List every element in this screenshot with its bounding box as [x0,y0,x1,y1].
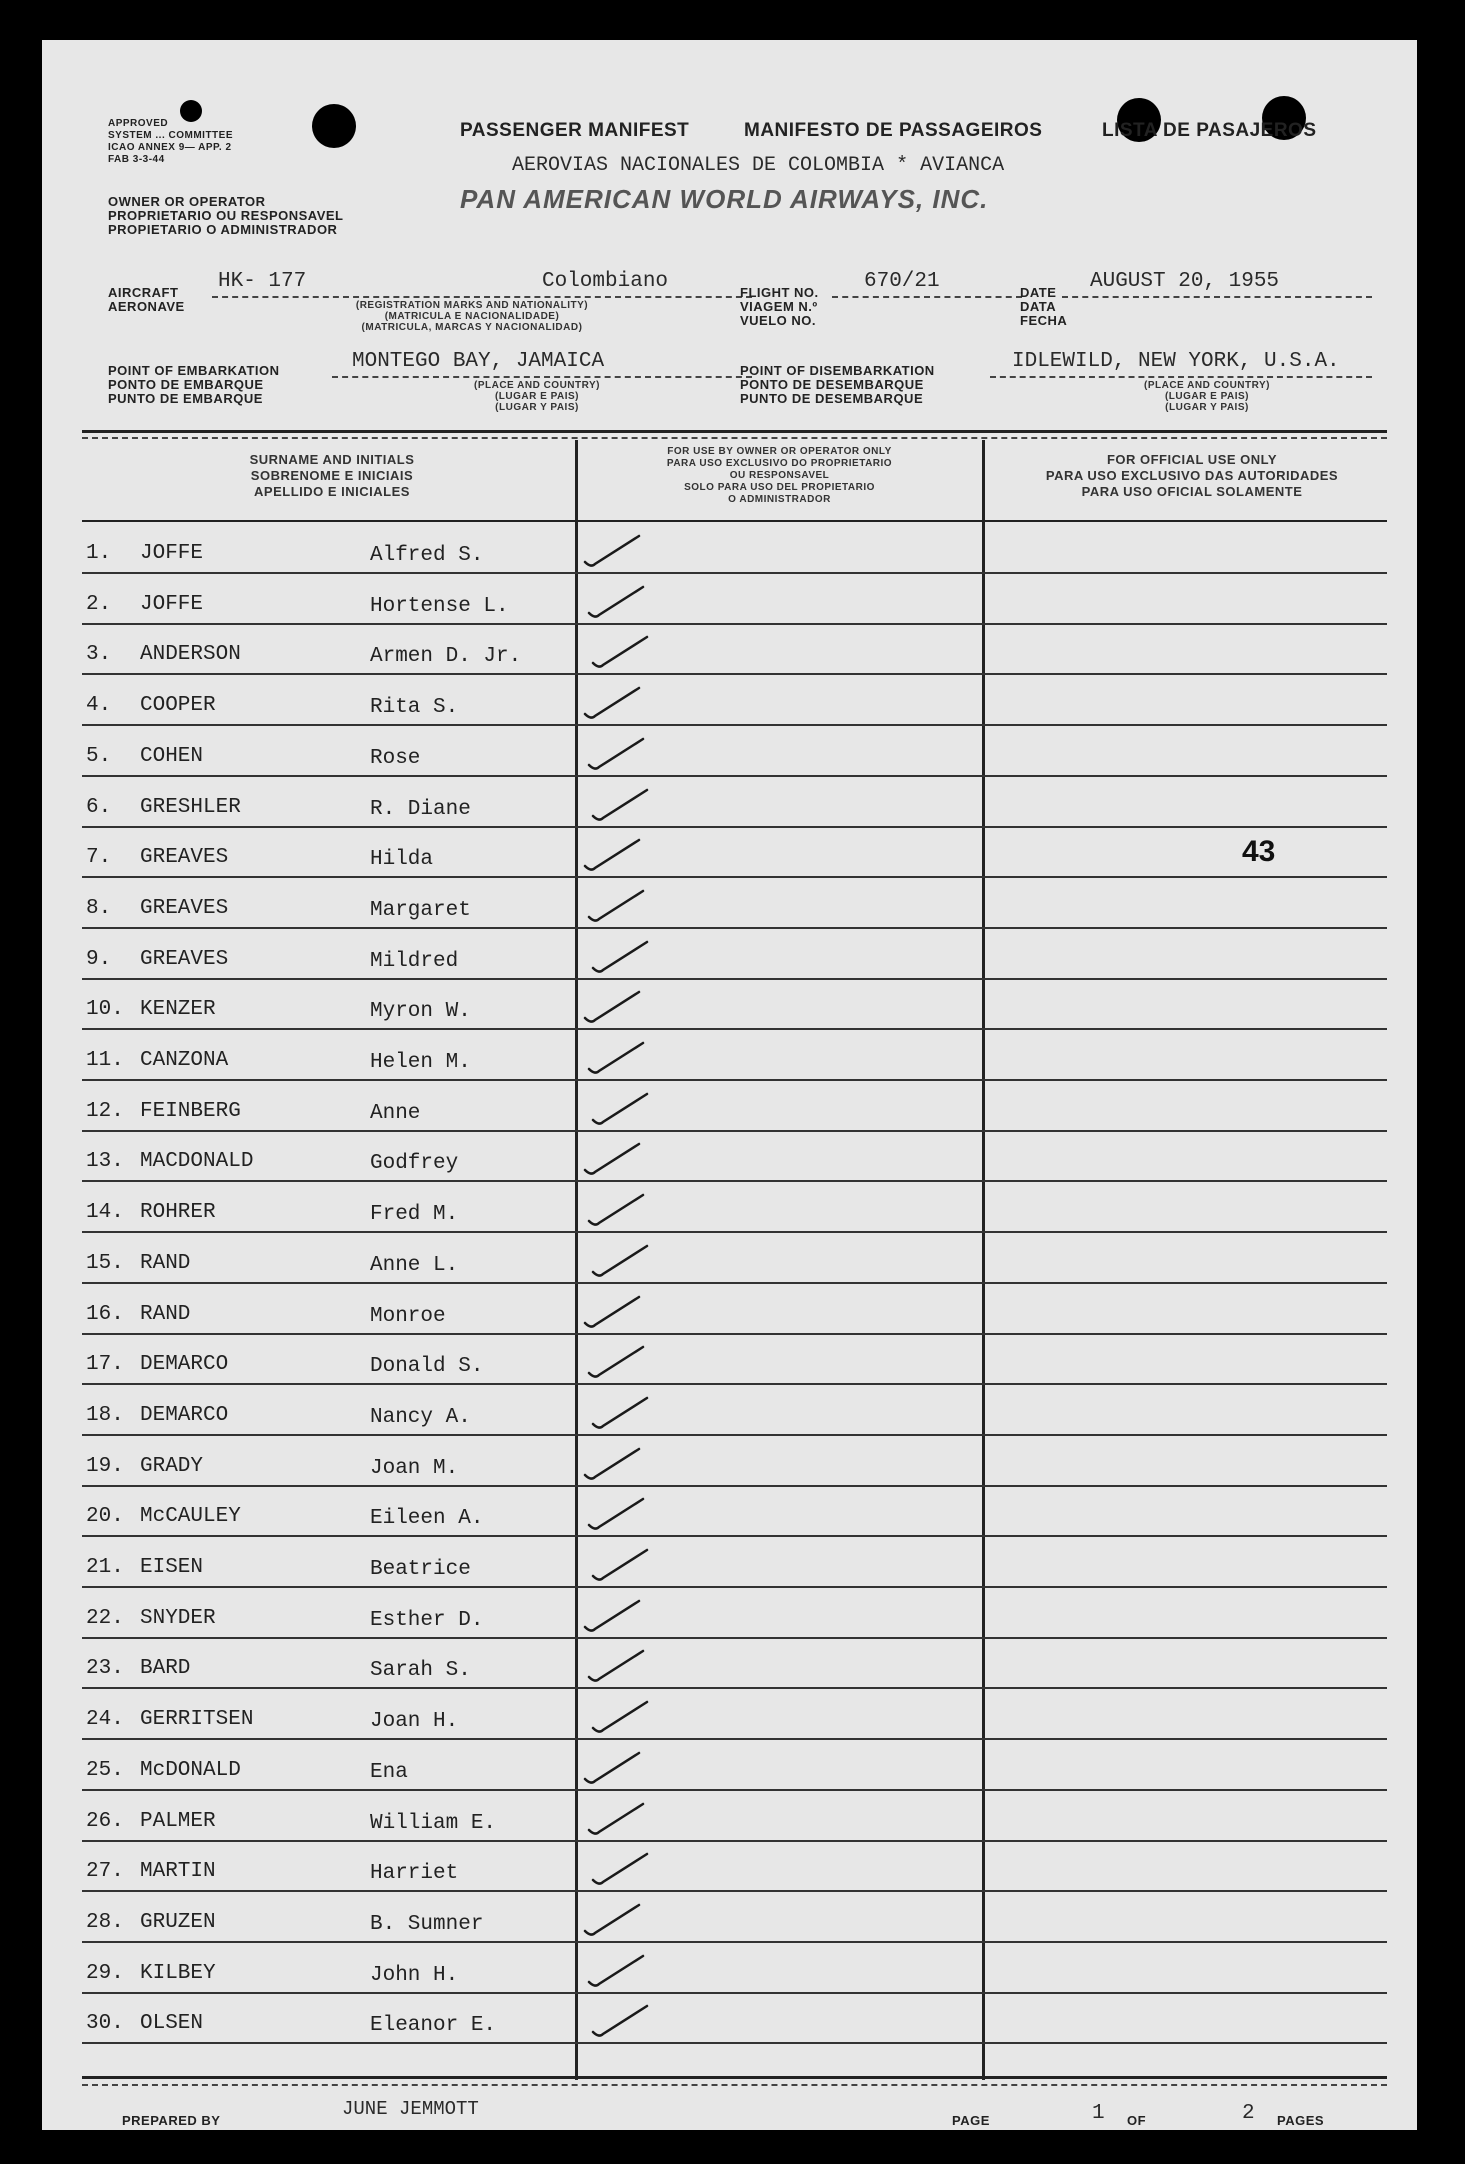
passenger-surname: FEINBERG [140,1099,241,1123]
passenger-surname: KENZER [140,998,216,1022]
passenger-number: 22. [86,1606,124,1630]
checkmark-icon [585,1538,665,1588]
passenger-surname: EISEN [140,1556,204,1579]
passenger-surname: MARTIN [140,1860,216,1884]
manifest-page [42,40,1417,2130]
passenger-number: 18. [86,1403,124,1427]
disembarkation-underline [990,376,1372,378]
aircraft-label [108,286,185,314]
column-header-line: SOLO PARA USO DEL PROPIETARIO [684,482,875,493]
checkmark-icon [581,1792,661,1842]
row-rule [82,1789,1387,1791]
aircraft-note-line: (MATRICULA E NACIONALIDADE) [384,311,560,322]
checkmark-icon [577,1132,657,1182]
owner-label [108,195,344,237]
passenger-number: 9. [86,947,112,971]
column-header-line: PARA USO EXCLUSIVO DAS AUTORIDADES [1045,468,1339,483]
checkmark-stroke [589,1195,643,1225]
passenger-number: 20. [86,1505,124,1529]
row-rule [82,1586,1387,1588]
checkmark-stroke [589,1499,643,1529]
checkmark-stroke [589,1804,643,1834]
passenger-given-name: Beatrice [370,1558,471,1581]
passenger-surname: McDONALD [140,1758,241,1782]
row-rule [82,1738,1387,1740]
checkmark-icon [585,625,665,675]
of-label: OF [1127,2113,1147,2128]
checkmark-icon [581,879,661,929]
passenger-given-name: William E. [370,1811,497,1835]
embarkation-note [422,380,652,413]
passenger-number: 29. [86,1961,124,1985]
passenger-surname: MACDONALD [140,1150,254,1174]
airline-typed: AEROVIAS NACIONALES DE COLOMBIA * AVIANCA [512,154,1005,177]
checkmark-stroke [593,1398,647,1428]
checkmark-stroke [585,1753,639,1783]
passenger-number: 6. [86,795,112,819]
passenger-given-name: Nancy A. [370,1405,471,1429]
checkmark-icon [585,930,665,980]
passenger-given-name: Eleanor E. [370,2014,497,2038]
passenger-number: 28. [86,1910,124,1934]
passenger-surname: GREAVES [140,947,229,971]
passenger-given-name: Sarah S. [370,1659,471,1683]
row-rule [82,826,1387,828]
approval-line: FAB 3-3-44 [108,154,165,165]
flight-label-line: FLIGHT NO. [740,285,819,300]
passenger-surname: PALMER [140,1809,216,1833]
passenger-surname: McCAULEY [140,1505,241,1529]
passenger-given-name: Mildred [370,949,459,973]
column-header-line: SOBRENOME E INICIAIS [250,468,414,483]
embarkation-label-line: POINT OF EMBARKATION [108,363,280,378]
embarkation-note-line: (LUGAR Y PAIS) [495,402,579,413]
checkmark-icon [581,1031,661,1081]
flight-label-line: VIAGEM N.º [740,299,818,314]
passenger-surname: DEMARCO [140,1403,229,1427]
punch-hole [312,104,356,148]
checkmark-icon [577,980,657,1030]
passenger-given-name: Hilda [370,848,434,872]
row-rule [82,1130,1387,1132]
passenger-surname: ROHRER [140,1201,216,1225]
checkmark-stroke [593,2006,647,2036]
column-header-line: FOR USE BY OWNER OR OPERATOR ONLY [667,446,892,457]
embarkation-label-line: PONTO DE EMBARQUE [108,377,264,392]
checkmark-stroke [585,1297,639,1327]
row-rule [82,1485,1387,1487]
passenger-surname: GERRITSEN [140,1708,254,1732]
row-rule [82,1333,1387,1335]
row-rule [82,1028,1387,1030]
checkmark-stroke [585,536,639,566]
passenger-number: 11. [86,1049,124,1072]
checkmark-icon [585,1082,665,1132]
title-spanish: LISTA DE PASAJEROS [1102,120,1317,141]
aircraft-nationality: Colombiano [542,270,669,293]
checkmark-icon [585,1386,665,1436]
table-top-rule-dashed [82,437,1387,439]
approval-block [108,118,233,166]
passenger-given-name: Anne L. [370,1253,459,1277]
checkmark-icon [577,1437,657,1487]
column-header-line: PARA USO OFICIAL SOLAMENTE [1081,484,1303,499]
owner-label-line: PROPIETARIO O ADMINISTRADOR [108,222,338,237]
passenger-given-name: Margaret [370,898,471,922]
passenger-given-name: Hortense L. [370,594,509,618]
checkmark-icon [581,727,661,777]
passenger-number: 25. [86,1758,124,1782]
checkmark-stroke [593,1094,647,1124]
page-label: PAGE [952,2113,990,2128]
checkmark-icon [577,676,657,726]
embarkation-note-line: (PLACE AND COUNTRY) [474,380,600,391]
disembarkation-label-line: PONTO DE DESEMBARQUE [740,377,924,392]
passenger-number: 19. [86,1454,124,1478]
passenger-surname: COOPER [140,694,216,718]
passenger-surname: SNYDER [140,1606,216,1630]
row-rule [82,2042,1387,2044]
checkmark-stroke [585,1905,639,1935]
checkmark-icon [581,1639,661,1689]
passenger-number: 3. [86,643,112,667]
disembarkation-note-line: (PLACE AND COUNTRY) [1144,380,1270,391]
passenger-number: 23. [86,1657,124,1681]
prepared-by-name: JUNE JEMMOTT [342,2098,479,2120]
checkmark-stroke [593,1702,647,1732]
prepared-by-label: PREPARED BY [122,2113,221,2128]
flight-number: 670/21 [864,270,940,293]
row-rule [82,1840,1387,1842]
aircraft-note-line: (REGISTRATION MARKS AND NATIONALITY) [355,300,589,311]
passenger-surname: GREAVES [140,846,229,870]
passenger-given-name: Ena [370,1760,408,1784]
row-rule [82,927,1387,929]
passenger-number: 17. [86,1353,124,1377]
column-header-owner [582,446,977,506]
passenger-given-name: Esther D. [370,1608,484,1632]
passenger-number: 16. [86,1302,124,1326]
passenger-number: 21. [86,1556,124,1579]
row-rule [82,1079,1387,1081]
checkmark-icon [581,1944,661,1994]
passenger-given-name: Anne [370,1101,421,1125]
disembarkation-note-line: (LUGAR E PAIS) [1164,391,1250,402]
passenger-given-name: R. Diane [370,797,471,821]
passenger-surname: GRUZEN [140,1910,216,1934]
page-number: 1 [1092,2102,1105,2125]
passenger-given-name: Helen M. [370,1051,471,1074]
checkmark-icon [577,1285,657,1335]
title-portuguese: MANIFESTO DE PASSAGEIROS [744,120,1043,141]
column-header-line: FOR OFFICIAL USE ONLY [1106,452,1278,467]
passenger-given-name: Godfrey [370,1152,459,1176]
row-rule [82,572,1387,574]
checkmark-stroke [589,1347,643,1377]
checkmark-icon [577,1589,657,1639]
page-count: 2 [1242,2102,1255,2125]
flight-label-line: VUELO NO. [740,313,817,328]
flight-label [740,286,819,328]
flight-date: AUGUST 20, 1955 [1090,270,1280,293]
aircraft-note [282,300,662,333]
table-bottom-rule-dashed [82,2084,1387,2086]
passenger-surname: GREAVES [140,896,229,920]
checkmark-stroke [593,942,647,972]
checkmark-icon [577,524,657,574]
airline-stamp: PAN AMERICAN WORLD AIRWAYS, INC. [460,184,989,214]
table-top-rule [82,430,1387,433]
checkmark-stroke [589,891,643,921]
passenger-given-name: Monroe [370,1304,446,1328]
checkmark-stroke [585,688,639,718]
checkmark-icon [585,778,665,828]
checkmark-stroke [585,840,639,870]
row-rule [82,1890,1387,1892]
column-divider [982,440,985,2080]
passenger-given-name: B. Sumner [370,1912,484,1936]
checkmark-stroke [585,1601,639,1631]
passenger-number: 14. [86,1201,124,1225]
passenger-surname: JOFFE [140,592,204,616]
date-label-line: DATA [1020,299,1057,314]
owner-label-line: OWNER OR OPERATOR [108,194,266,209]
checkmark-stroke [589,739,643,769]
passenger-given-name: Donald S. [370,1355,484,1379]
row-rule [82,1383,1387,1385]
passenger-surname: KILBEY [140,1961,216,1985]
pages-label: PAGES [1277,2113,1325,2128]
row-rule [82,1535,1387,1537]
row-rule [82,1992,1387,1994]
passenger-surname: CANZONA [140,1049,229,1072]
checkmark-stroke [589,1956,643,1986]
passenger-surname: OLSEN [140,2012,204,2036]
checkmark-stroke [593,637,647,667]
checkmark-stroke [593,1550,647,1580]
date-label-line: DATE [1020,285,1057,300]
checkmark-icon [577,1741,657,1791]
checkmark-stroke [593,1246,647,1276]
title-english: PASSENGER MANIFEST [460,120,690,141]
column-header-official [987,452,1397,500]
passenger-surname: RAND [140,1251,191,1275]
date-label-line: FECHA [1020,313,1068,328]
flight-underline [832,296,1022,298]
checkmark-stroke [585,1449,639,1479]
passenger-surname: COHEN [140,744,204,768]
passenger-number: 15. [86,1251,124,1275]
checkmark-stroke [589,1651,643,1681]
passenger-number: 30. [86,2012,124,2036]
passenger-number: 5. [86,744,112,768]
row-rule [82,673,1387,675]
checkmark-stroke [593,1854,647,1884]
passenger-number: 24. [86,1708,124,1732]
checkmark-stroke [593,790,647,820]
checkmark-stroke [589,587,643,617]
row-rule [82,1941,1387,1943]
table-bottom-rule [82,2076,1387,2079]
passenger-number: 4. [86,694,112,718]
passenger-surname: GRESHLER [140,795,241,819]
passenger-given-name: Eileen A. [370,1507,484,1531]
passenger-number: 12. [86,1099,124,1123]
checkmark-icon [581,1487,661,1537]
passenger-number: 8. [86,896,112,920]
passenger-given-name: Fred M. [370,1203,459,1227]
aircraft-registration: HK- 177 [218,270,307,293]
passenger-number: 1. [86,542,112,565]
passenger-given-name: Harriet [370,1862,459,1886]
checkmark-icon [585,1690,665,1740]
row-rule [82,1180,1387,1182]
passenger-number: 27. [86,1860,124,1884]
row-rule [82,876,1387,878]
row-rule [82,724,1387,726]
passenger-surname: DEMARCO [140,1353,229,1377]
embarkation-underline [332,376,752,378]
approval-line: SYSTEM ... COMMITTEE [108,130,234,141]
passenger-surname: ANDERSON [140,643,241,667]
embarkation-note-line: (LUGAR E PAIS) [494,391,580,402]
disembarkation-label-line: PUNTO DE DESEMBARQUE [740,391,924,406]
approval-line: APPROVED [108,118,169,129]
checkmark-icon [585,1234,665,1284]
column-header-names [102,452,562,500]
date-underline [1062,296,1372,298]
row-rule [82,978,1387,980]
passenger-given-name: John H. [370,1963,459,1987]
checkmark-stroke [585,1144,639,1174]
column-header-line: PARA USO EXCLUSIVO DO PROPRIETARIO [666,458,893,469]
row-rule [82,623,1387,625]
passenger-given-name: Rose [370,746,421,770]
column-header-line: APELLIDO E INICIALES [254,484,410,499]
disembarkation-label-line: POINT OF DISEMBARKATION [740,363,935,378]
passenger-surname: BARD [140,1657,191,1681]
row-rule [82,775,1387,777]
embarkation-label-line: PUNTO DE EMBARQUE [108,391,263,406]
disembarkation-place: IDLEWILD, NEW YORK, U.S.A. [1012,350,1340,373]
disembarkation-note-line: (LUGAR Y PAIS) [1165,402,1249,413]
checkmark-icon [585,1994,665,2044]
aircraft-underline [212,296,752,298]
checkmark-icon [577,1893,657,1943]
checkmark-icon [581,1335,661,1385]
checkmark-icon [577,828,657,878]
passenger-number: 26. [86,1809,124,1833]
approval-line: ICAO ANNEX 9— APP. 2 [108,142,232,153]
row-rule [82,1282,1387,1284]
owner-label-line: PROPRIETARIO OU RESPONSAVEL [108,208,344,223]
passenger-given-name: Joan H. [370,1710,459,1734]
embarkation-place: MONTEGO BAY, JAMAICA [352,350,605,373]
aircraft-label-line: AIRCRAFT [108,285,179,300]
row-rule [82,1434,1387,1436]
passenger-given-name: Myron W. [370,1000,471,1024]
passenger-number: 13. [86,1150,124,1174]
official-mark: 43 [1242,835,1276,868]
passenger-surname: GRADY [140,1454,204,1478]
checkmark-icon [585,1842,665,1892]
passenger-given-name: Joan M. [370,1456,459,1480]
column-header-line: O ADMINISTRADOR [728,494,831,505]
column-header-line: OU RESPONSAVEL [729,470,830,481]
header-bottom-rule [82,520,1387,522]
disembarkation-note [1092,380,1322,413]
checkmark-icon [581,1183,661,1233]
row-rule [82,1231,1387,1233]
checkmark-stroke [585,992,639,1022]
passenger-number: 2. [86,592,112,616]
passenger-given-name: Armen D. Jr. [370,645,522,669]
passenger-number: 7. [86,846,112,870]
aircraft-label-line: AERONAVE [108,299,185,314]
passenger-surname: RAND [140,1302,191,1326]
checkmark-icon [581,575,661,625]
column-header-line: SURNAME AND INITIALS [249,452,415,467]
row-rule [82,1687,1387,1689]
date-label [1020,286,1067,328]
passenger-given-name: Alfred S. [370,544,484,567]
disembarkation-label [740,364,935,406]
passenger-surname: JOFFE [140,542,204,565]
checkmark-stroke [589,1043,643,1073]
embarkation-label [108,364,280,406]
row-rule [82,1637,1387,1639]
passenger-given-name: Rita S. [370,696,459,720]
aircraft-note-line: (MATRICULA, MARCAS Y NACIONALIDAD) [361,322,583,333]
passenger-number: 10. [86,998,124,1022]
